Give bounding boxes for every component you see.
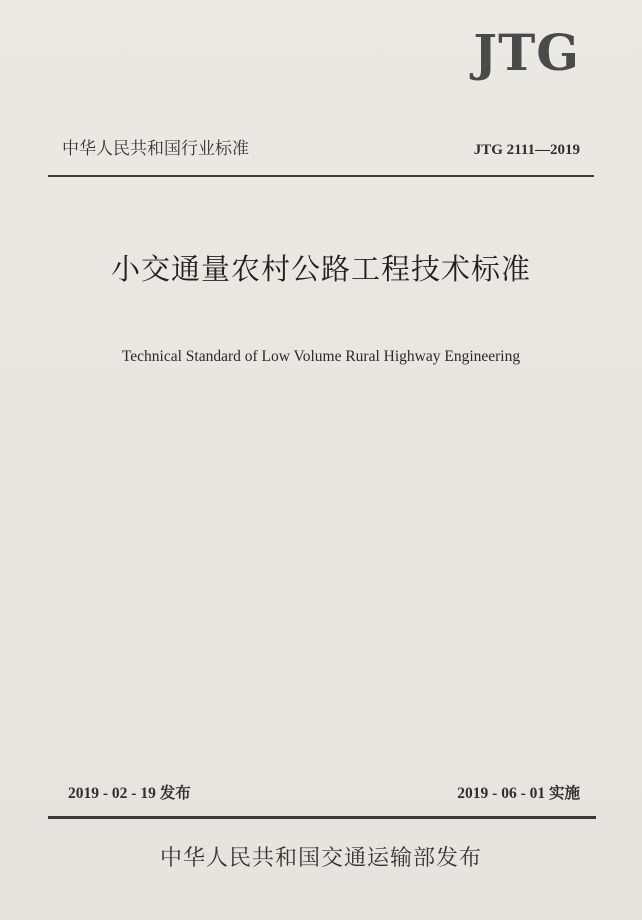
header-divider — [48, 175, 594, 177]
standard-category: 中华人民共和国行业标准 — [62, 139, 249, 159]
footer-divider — [48, 816, 596, 819]
standard-number: JTG 2111—2019 — [473, 142, 580, 158]
title-chinese: 小交通量农村公路工程技术标准 — [110, 252, 531, 286]
implementation-date: 2019 - 06 - 01 实施 — [457, 785, 580, 802]
issue-date: 2019 - 02 - 19 发布 — [68, 785, 191, 802]
publisher: 中华人民共和国交通运输部发布 — [159, 846, 482, 871]
title-english: Technical Standard of Low Volume Rural Highway Engineering — [121, 348, 521, 365]
jtg-logo: JTG — [473, 23, 580, 82]
